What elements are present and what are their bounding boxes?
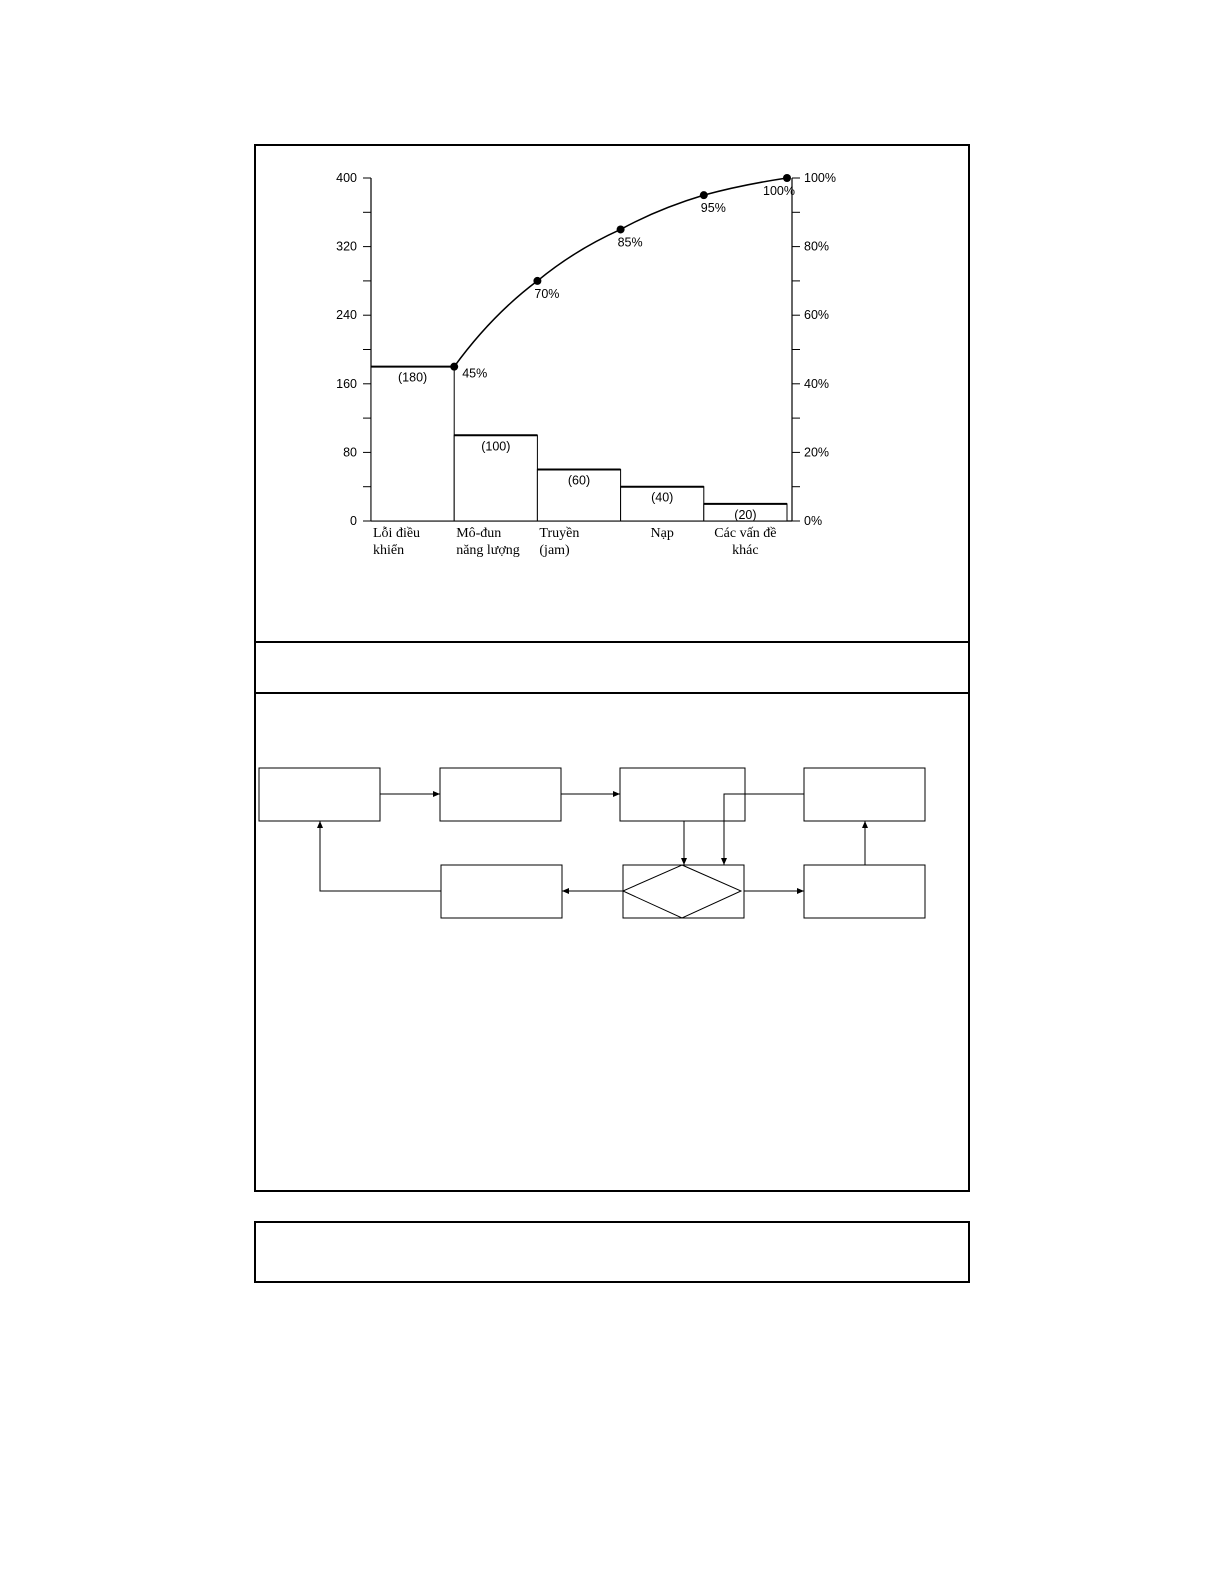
category-label: khác	[732, 543, 759, 558]
flow-box-2	[440, 768, 561, 821]
category-label: khiển	[373, 543, 405, 558]
y2-tick-label: 20%	[804, 445, 830, 460]
flow-decision-box	[623, 865, 744, 918]
category-label: Nạp	[650, 526, 674, 541]
bar-value-label: (60)	[567, 473, 591, 488]
category-label: Truyền	[539, 526, 580, 541]
y-tick-label: 80	[343, 445, 357, 460]
flow-box-5	[441, 865, 562, 918]
y2-tick-label: 100%	[804, 171, 836, 185]
y-tick-label: 0	[350, 514, 357, 528]
y-tick-label: 240	[336, 308, 357, 323]
y-tick-label: 400	[336, 171, 357, 185]
arrow-box5-to-box1	[320, 821, 441, 891]
category-label: năng lượng	[456, 543, 520, 558]
y2-tick-label: 80%	[804, 239, 830, 254]
category-label: Lỗi điều	[373, 526, 421, 541]
cumulative-label: 95%	[700, 201, 726, 216]
category-label: Mô-đun	[456, 526, 502, 541]
category-label: (jam)	[539, 543, 570, 558]
flow-box-6	[804, 865, 925, 918]
flow-box-4	[804, 768, 925, 821]
cumulative-label: 70%	[534, 286, 560, 301]
cumulative-label: 85%	[617, 235, 643, 250]
cumulative-label: 100%	[763, 184, 795, 198]
bar-value-label: (180)	[398, 370, 428, 385]
bar-value-label: (100)	[481, 439, 511, 454]
category-label: Các vấn đề	[714, 526, 777, 541]
y-tick-label: 160	[336, 376, 357, 391]
cumulative-label: 45%	[462, 366, 488, 381]
flow-box-1	[259, 768, 380, 821]
y2-tick-label: 60%	[804, 308, 830, 323]
bar-value-label: (40)	[651, 490, 674, 505]
y-tick-label: 320	[336, 239, 357, 254]
bar-value-label: (20)	[734, 507, 757, 522]
y2-tick-label: 0%	[804, 514, 823, 528]
y2-tick-label: 40%	[804, 376, 830, 391]
